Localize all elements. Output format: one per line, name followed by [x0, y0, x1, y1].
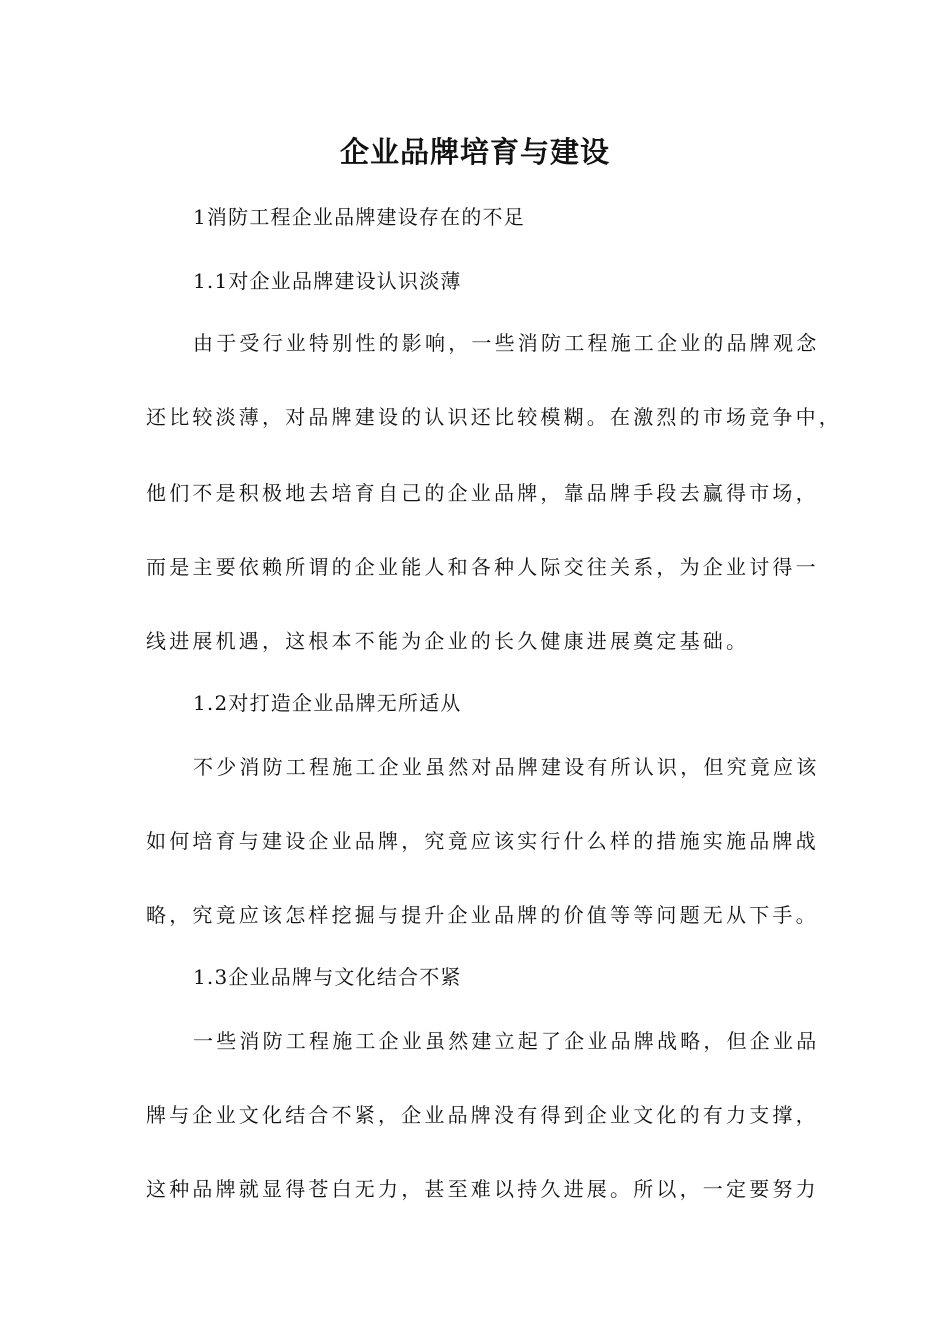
section-1-heading: 1消防工程企业品牌建设存在的不足 [193, 205, 525, 229]
paragraph-line: 由于受行业特别性的影响，一些消防工程施工企业的品牌观念 [193, 331, 820, 355]
paragraph-line: 还比较淡薄，对品牌建设的认识还比较模糊。在激烈的市场竞争中， [146, 405, 842, 429]
section-1-1-heading: 1.1对企业品牌建设认识淡薄 [193, 269, 462, 293]
paragraph-line: 略，究竟应该怎样挖掘与提升企业品牌的价值等等问题无从下手。 [146, 903, 819, 927]
section-1-2-heading: 1.2对打造企业品牌无所适从 [193, 691, 462, 715]
paragraph-line: 而是主要依赖所谓的企业能人和各种人际交往关系，为企业讨得一 [146, 555, 819, 579]
paragraph-line: 一些消防工程施工企业虽然建立起了企业品牌战略，但企业品 [193, 1029, 820, 1053]
paragraph-line: 他们不是积极地去培育自己的企业品牌，靠品牌手段去赢得市场， [146, 481, 819, 505]
paragraph-line: 不少消防工程施工企业虽然对品牌建设有所认识，但究竟应该 [193, 755, 820, 779]
section-1-3-heading: 1.3企业品牌与文化结合不紧 [193, 965, 462, 989]
paragraph-line: 牌与企业文化结合不紧，企业品牌没有得到企业文化的有力支撑， [146, 1103, 819, 1127]
document-title: 企业品牌培育与建设 [339, 135, 610, 169]
paragraph-line: 这种品牌就显得苍白无力，甚至难以持久进展。所以，一定要努力 [146, 1177, 819, 1201]
paragraph-line: 线进展机遇，这根本不能为企业的长久健康进展奠定基础。 [146, 629, 750, 653]
paragraph-line: 如何培育与建设企业品牌，究竟应该实行什么样的措施实施品牌战 [146, 829, 819, 853]
